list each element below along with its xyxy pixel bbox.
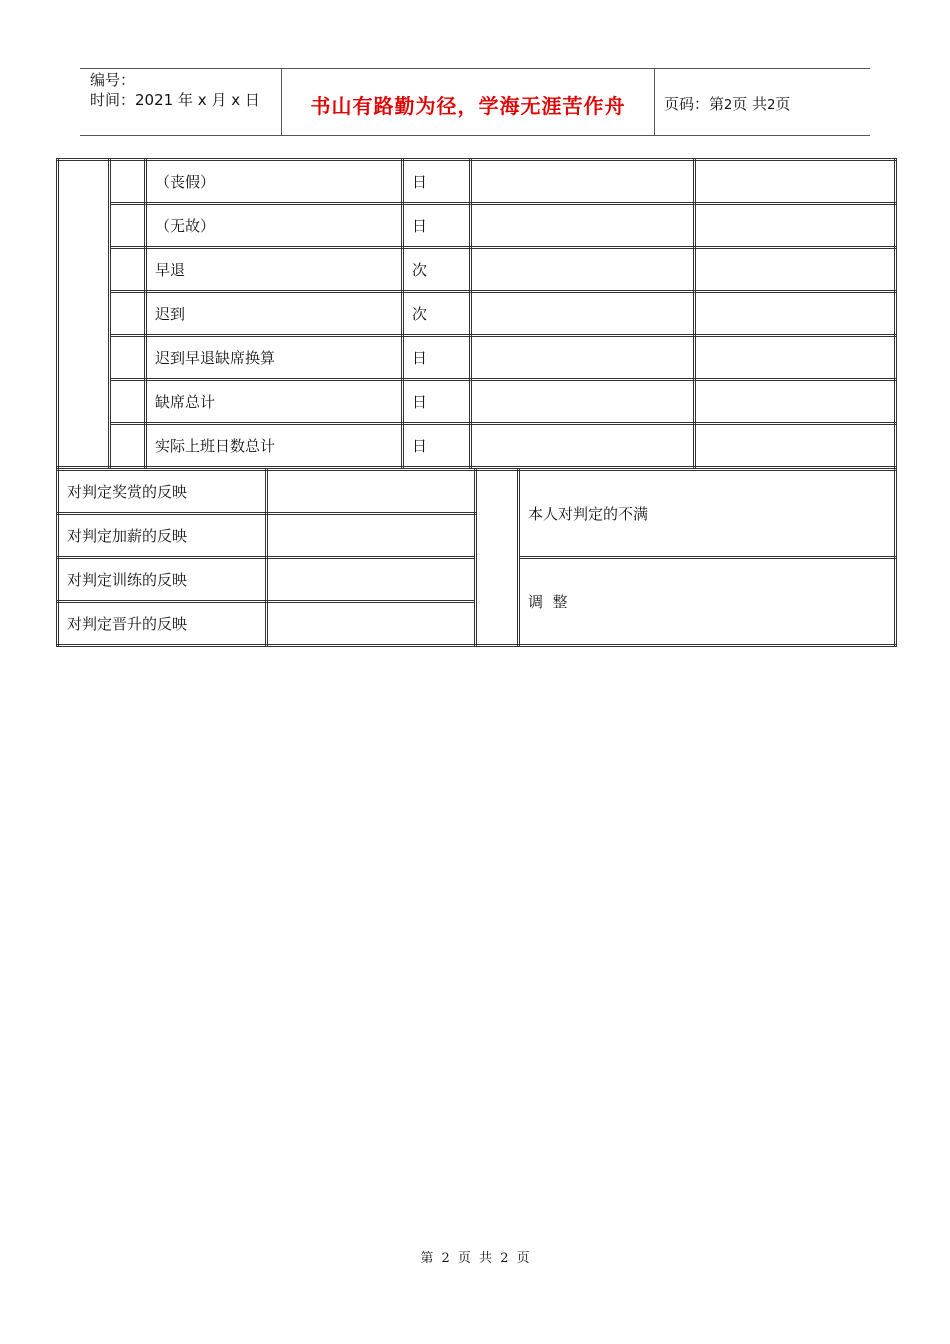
- subcategory-cell: [110, 204, 146, 248]
- header-divider: [654, 68, 655, 136]
- category-cell: [58, 160, 110, 468]
- value-cell: [471, 160, 695, 204]
- subcategory-cell: [110, 424, 146, 468]
- value-cell: [695, 160, 896, 204]
- value-cell: [471, 292, 695, 336]
- value-cell: [695, 204, 896, 248]
- value-cell: [695, 424, 896, 468]
- reflection-label: 对判定晋升的反映: [58, 602, 267, 646]
- reflection-label: 对判定奖赏的反映: [58, 470, 267, 514]
- table-row: [58, 470, 896, 514]
- adjust-label: 调 整: [519, 558, 896, 646]
- value-cell: [695, 248, 896, 292]
- table-row: [58, 248, 896, 292]
- date-month: x: [197, 91, 207, 109]
- header-bottom-rule: [80, 135, 870, 136]
- reflection-value: [267, 558, 476, 602]
- item-label: 缺席总计: [146, 380, 403, 424]
- unit-label: 日: [403, 204, 471, 248]
- value-cell: [471, 336, 695, 380]
- value-cell: [695, 292, 896, 336]
- item-label: 迟到: [146, 292, 403, 336]
- item-label: （无故）: [146, 204, 403, 248]
- attendance-table: [56, 158, 897, 469]
- header-meta: [90, 70, 260, 110]
- value-cell: [695, 336, 896, 380]
- table-row: [58, 424, 896, 468]
- value-cell: [471, 380, 695, 424]
- subcategory-cell: [110, 248, 146, 292]
- unit-label: 日: [403, 380, 471, 424]
- unit-label: 日: [403, 424, 471, 468]
- table-row: [58, 292, 896, 336]
- item-label: 实际上班日数总计: [146, 424, 403, 468]
- reflection-label: 对判定加薪的反映: [58, 514, 267, 558]
- value-cell: [695, 380, 896, 424]
- reflection-value: [267, 602, 476, 646]
- evaluation-table: [56, 468, 897, 647]
- unit-label: 日: [403, 336, 471, 380]
- header-motto: 书山有路勤为径，学海无涯苦作舟: [310, 94, 626, 118]
- page-footer: 第 2 页 共 2 页: [420, 1251, 530, 1266]
- value-cell: [471, 204, 695, 248]
- reflection-value: [267, 470, 476, 514]
- date-day: x: [231, 91, 241, 109]
- item-label: （丧假）: [146, 160, 403, 204]
- table-row: [58, 204, 896, 248]
- item-label: 早退: [146, 248, 403, 292]
- unit-label: 次: [403, 292, 471, 336]
- reflection-value: [267, 514, 476, 558]
- table-row: [58, 336, 896, 380]
- date-year: 2021: [135, 91, 174, 109]
- header-page-number: 页码：第2页 共2页: [664, 95, 791, 113]
- reflection-label: 对判定训练的反映: [58, 558, 267, 602]
- subcategory-cell: [110, 380, 146, 424]
- subcategory-cell: [110, 160, 146, 204]
- unit-label: 次: [403, 248, 471, 292]
- table-row: [58, 380, 896, 424]
- table-row: [58, 160, 896, 204]
- dissatisfaction-label: 本人对判定的不满: [519, 470, 896, 558]
- value-cell: [471, 248, 695, 292]
- header-top-rule: [80, 68, 870, 69]
- spacer-cell: [476, 470, 519, 646]
- subcategory-cell: [110, 336, 146, 380]
- item-label: 迟到早退缺席换算: [146, 336, 403, 380]
- subcategory-cell: [110, 292, 146, 336]
- date-line: 时间：2021 年 x 月 x 日: [90, 91, 260, 109]
- value-cell: [471, 424, 695, 468]
- serial-label: 编号：: [90, 71, 136, 89]
- unit-label: 日: [403, 160, 471, 204]
